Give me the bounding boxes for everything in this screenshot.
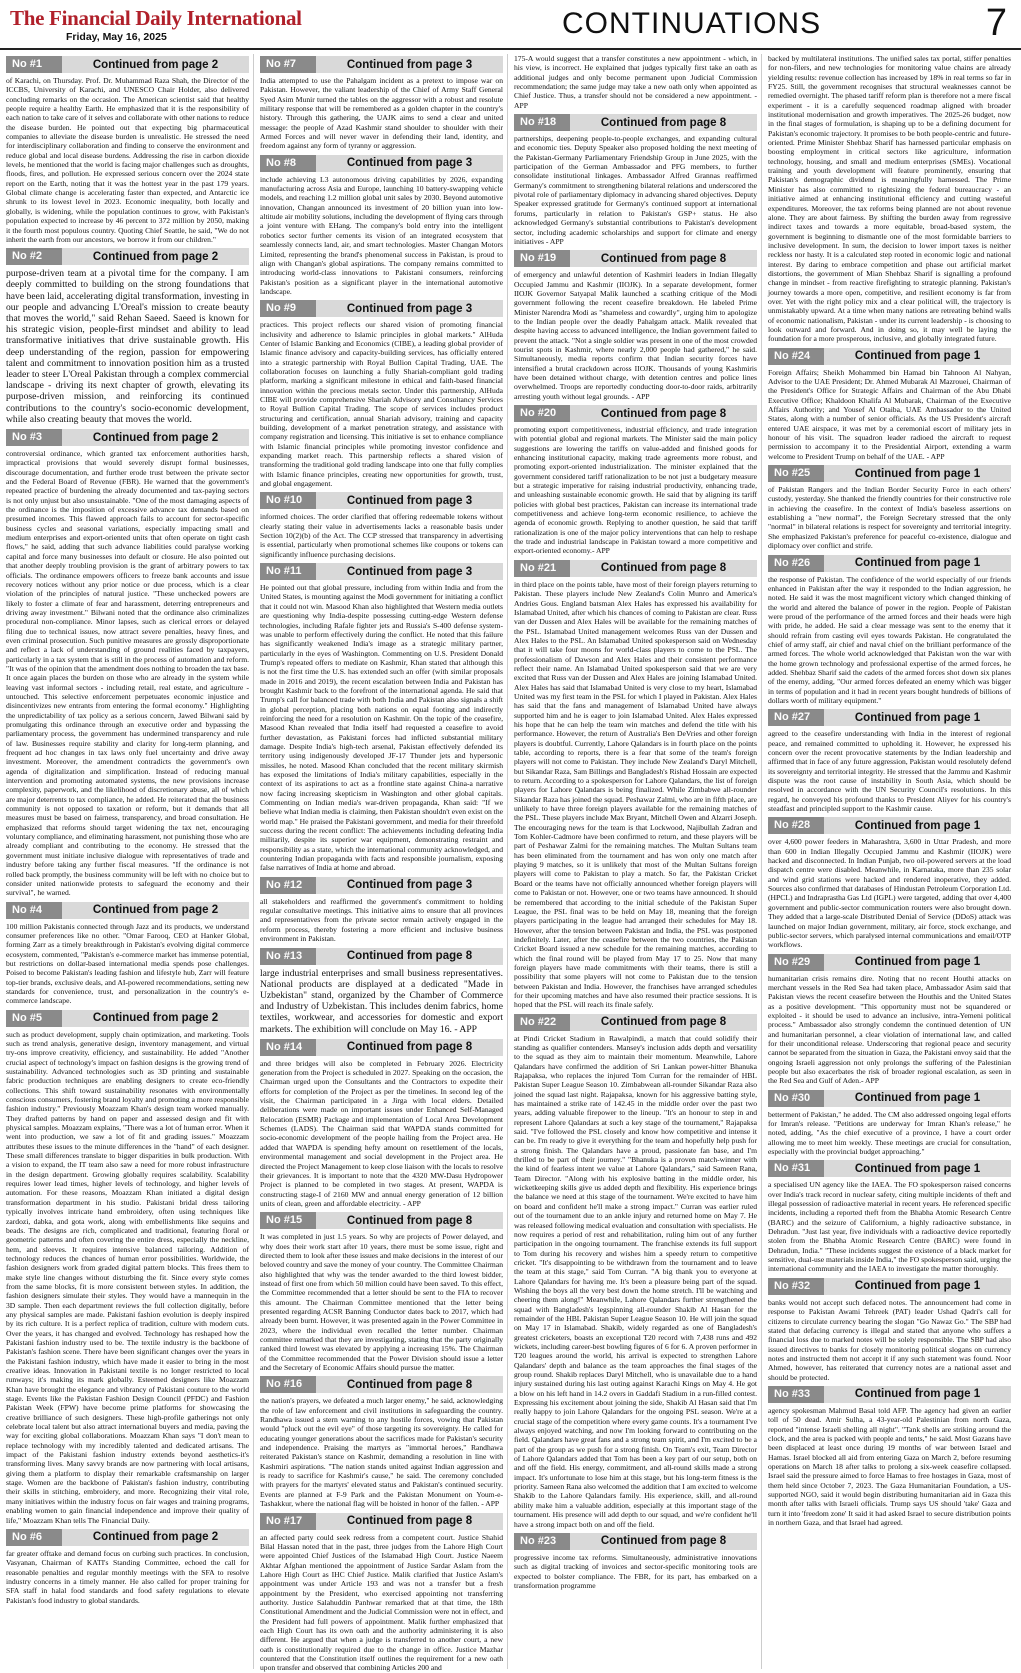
- continued-from-label: Continued from page 2: [92, 1012, 219, 1025]
- story-header-bar: [768, 817, 1011, 834]
- story-number: No #11: [260, 563, 316, 580]
- story-body: such as product development, supply chain optimization, and marketing. Tools such as trend analysis, generative design, inventory management, and virtual try-ons improve creativity, efficiency, and sustainability. He added "Another crucial aspect of technology's impact on fashion designs is the growing trend of sustainability. Advanced technologies such as 3D printing and sustainable fabric production techniques are enabling designers to create eco-friendly collections. This shift toward sustainability resonates with environmentally conscious consumers, fostering brand loyalty and promoting a more responsible fashion industry." Previously Moazzam Khan's design team worked manually. They drafted patterns by hand on paper and assessed design and fit with physical samples. Moazzam explains, "There was a lot of human error. When it went into production, we saw a lot of fit and grading issues." Moazzam attributes these issues to the minute differences in the "hand" of each designer. These small differences translate to bigger disparities in bulk production. With a vision to expand, the IT team also saw a need for more robust infrastructure in the design department. Growing globally requires scalability. Scalability requires lower lead times, higher levels of technology, and higher levels of automation. For these reasons, Moazzam Khan initiated a digital design transformation department in his studio. Pakistani bridal dress tailoring typically involves intricate hand embroidery, often using techniques like zardozi, dabka, and gota work, along with embellishments like sequins and beads. The designs are rich, complicated and traditional, featuring floral or geometric patterns and often covering the entire dress, especially the neckline, hem, and sleeves. It requires intensive balanced tailoring. Addition of technology reduces the chances of human error possibilities. Worldwide, the fashion designers work from graded digital pattern blocks. This frees them to make style line changes without disturbing the fit. Since every style comes from the same blocks, fit is more consistent between styles. In addition, the fashion designers simulate their styles. They would have a mannequin in the 3D sample. Then each department reviews the full collection digitally, before any physical samples are made. Pakistani fashion evolution is deeply inspired by its rich culture. It is a perfect replica of tradition, culture with modern cuts. Over the years, it has changed and evolved. Technology has reshaped how the Pakistani fashion industry used to be. The textile industry is the backbone of Pakistan's fashion scene. There have been significant changes over the years in the Pakistani fashion industry, which have made it easier to bring in the most creative ideas. Innovation in Pakistani textile is no longer restricted to local runways; it's making its mark globally. Esteemed designers like Moazzam Khan have brought the elegance and vibrancy of Pakistani couture to the world stage. Events like the Pakistan Fashion Design Council (PFDC) and Fashion Pakistan Week (FPW) have become prime platforms for showcasing the creative brilliance of such designers. These high-profile gatherings not only celebrate local talent but also attract international buyers and media, paving the way for exciting global collaborations. Moazzam Khan says "I don't mean to replace technology with my incredibly talented and dedicated artisans. The impact of the Pakistani fashion industry extends beyond aesthetics-it's transforming lives. Many savvy brands are now partnering with local artisans, giving them a platform to display their remarkable craftsmanship on larger stage. Women are the backbone of Pakistan's fashion industry, contributing their skills in stitching, embroidery, and more. Recognizing their vital role, many initiatives within the industry focus on fair wages and training programs, enabling women to gain financial independence and improve their quality of life," Moazzam Khan tells The Financial Daily.: [6, 1029, 249, 1525]
- story-header-bar: [6, 429, 249, 446]
- story: [260, 563, 503, 873]
- story-body: It was completed in just 1.5 years. So why are projects of Power delayed, and why does their work start after 10 years, there must be some issue, right and directed them to look after these issues and make decisions in the interest of our beloved country and save the money of your country. The Committee Chairman also highlighted that why was the tender awarded to the third lowest bidder, instead of first one from which 50 million could have been saved. To this effect, the Committee recommended that a letter should be sent to the FIA to recover this amount. The Chairman Committee mentioned that the letter being presented regarding ACSR Banning Conductor dates back to 2017, which had already been burnt. However, it was presented again in the Power Committee in 2023, where the individual even recalled the letter number. Chairman committee remarked that they are investigating, stating that the party originally ranked third lowest was elevated by applying a increasing 15%. The Chairman of the Committee recommended that the Power Division should issue a letter and the Secretary of Economic Affairs should pursue the matter.: [260, 1232, 503, 1373]
- continued-from-label: Continued from page 8: [600, 1016, 727, 1029]
- story-header-bar: [260, 1212, 503, 1229]
- story-number: No #31: [768, 1160, 824, 1177]
- section-title: CONTINUATIONS: [562, 7, 822, 40]
- story-body: far greater offtake and demand focus on curbing such practices. In conclusion, Vasyanan, Chairman of KATI's Standing Committee, echoed the call for reasonable penalties and regular monthly meetings with the SFA to resolve industry concerns in a timely manner. He also called for proper training for SFA staff in halal food standards and food safety regulations to elevate Pakistan's food industry to global standards.: [6, 1548, 249, 1605]
- story-number: No #14: [260, 1039, 316, 1056]
- continued-from-label: Continued from page 1: [854, 819, 981, 832]
- continued-from-label: Continued from page 8: [600, 116, 727, 129]
- story-body: of Pakistan Rangers and the Indian Border Security Force in each others' custody, yesterday. She thanked the friendly countries for their constructive role in achieving the ceasefire. In the context of India's baseless assertions on establishing a "new normal", the Foreign Secretary stressed that the only "normal" in bilateral relations is respect for sovereignty and territorial integrity. She emphasized Pakistan's preference for peaceful co-existence, dialogue and diplomacy over conflict and strife.: [768, 485, 1011, 551]
- story-number: No #25: [768, 465, 824, 482]
- continued-from-label: Continued from page 8: [346, 1041, 473, 1054]
- story-body: and three bridges will also be completed in February 2026. Electricity generation from the Project is scheduled in 2027. Speaking on the occasion, the Chairman urged upon the Consultants and the Contractors to expedite their efforts for completion of the Project as per the timelines. In second leg of the visit, the Chairman participated in a Jirga with local elders. Detailed deliberations were made on important issues under Enhanced Self-Managed Relocation (ESMR) Package and implementation of Local Area Development Schemes (LADS). The Chairman said that WAPDA stands committed for socio-economic development of the people hailing from the Project area. He added that WAPDA is spending hefty amount on resettlement of the locals, environmental management and social development in the Project area. He directed the Project Management to keep close liaison with the locals to resolve their grievances. It is important to note that the 4320 MW-Dasu Hydropower Project is planned to be completed in two stages. At present, WAPDA is constructing stage-I of 2160 MW and annual energy generation of 12 billion units of clean, green and affordable electricity. - APP: [260, 1058, 503, 1208]
- story-number: No #10: [260, 492, 316, 509]
- story-number: No #33: [768, 1386, 824, 1403]
- story-number: No #18: [514, 114, 570, 131]
- story-body: agreed to the ceasefire understanding with India in the interest of regional peace, and remained committed to upholding it. However, he expressed his concern over the recent provocative statements by the Indian leadership and affirmed that in face of any future aggression, Pakistan would resolutely defend its sovereignty and territorial integrity. He stressed that the Jammu and Kashmir dispute was the root cause of instability in South Asia, which should be resolved in accordance with the UN Security Council's resolutions. In this regard, he conveyed his profound thanks to President Aliyev for his country's steadfast and principled support to the Kashmir cause.: [768, 729, 1011, 814]
- story: [768, 348, 1011, 461]
- continued-from-label: Continued from page 1: [854, 711, 981, 724]
- story-body: of Karachi, on Thursday. Prof. Dr. Muhammad Raza Shah, the Director of the ICCBS, University of Karachi, and UNESCO Chair Holder, also delivered concluding remarks on the occasion. The American scientist said that healthy people require a healthy Earth. He emphasized that it is the responsibility of each nation to take care of it selves and collaborate with other nations to reduce the disease burden. He pointed out that expecting big pharmaceutical companies to alleviate the disease burden is unrealistic. He stressed the need for interdisciplinary collaboration and finding to conserve the environment and reduce global and local disease burdens. Addressing the rise in carbon dioxide levels, he mentioned that the world is facing major challenges such as droughts, floods, fires, and pollution. He expressed serious concern over the 2024 state report on the Earth, noting that it was the hottest year in the past 179 years. Global climate change is accelerating faster than expected, and Antarctic ice shrunk to its lowest level in 2023. Economic inequality, both locally and globally, is widening, while the population continues to grow, with Pakistan's population expected to increase by 46 percent to 372 million by 2050, making it the fourth most populous country. Quoting Chief Seattle, he said, "We do not inherit the earth from our ancestors, we borrow it from our children.": [6, 76, 249, 244]
- story-number: No #20: [514, 405, 570, 422]
- story-header-bar: [768, 1278, 1011, 1295]
- story-body: promoting export competitiveness, industrial efficiency, and trade integration with potential global and regional markets. The Minister said the main policy suggestions are lowering the tariffs on value-added and finished goods for enhancing institutional capacity, making trade agreements more robust, and promoting export-oriented industrialization. The minister explained that the government considered tariff rationalization to be not just a budgetary measure but a strategic imperative for raising industrial productivity, enhancing trade, and unleashing sustainable economic growth. He said that by aligning its tariff policies with global best practices, Pakistan can increase its international trade competitiveness and achieve long-term economic resilience, to achieve the agenda of economic growth. Replying to another question, he said that tariff rationalization is one of the major policy interventions that can help to reshape the trade and industrial landscape in Pakistan toward a more competitive and export-oriented economy.- APP: [514, 425, 757, 556]
- story-number: No #29: [768, 954, 824, 971]
- story: [768, 465, 1011, 550]
- story: [260, 948, 503, 1035]
- story-body: the nation's prayers, we defeated a much larger enemy," he said, acknowledging the role of law enforcement and civil institutions in safeguarding the country. Randhawa issued a stern warning to any hostile forces, vowing that Pakistan would "pluck out the evil eye" of those targeting its sovereignty. He called for educating younger generations about the sacrifices made for Pakistan's security and independence. Praising the martyrs as "immortal heroes," Randhawa reiterated Pakistan's stance on Kashmir, demanding a resolution in line with Kashmiri aspirations. "The nation stands united against Indian aggression and is ready to sacrifice for Kashmir's cause," he said. The ceremony concluded with prayers for the martyrs' elevated status and Pakistan's continued security. Events are planned at F-9 Park and the Pakistan Monument on Youm-e-Tashakkur, where the national flag will be hoisted in honor of the fallen. - APP: [260, 1396, 503, 1509]
- story-header-bar: [260, 1376, 503, 1393]
- story: [768, 1278, 1011, 1382]
- story-number: No #5: [6, 1010, 62, 1027]
- story-header-bar: [6, 1529, 249, 1546]
- continued-from-label: Continued from page 8: [346, 1214, 473, 1227]
- story-number: No #27: [768, 709, 824, 726]
- column-1: [6, 54, 254, 1669]
- story-number: No #1: [6, 56, 62, 73]
- story: [6, 248, 249, 425]
- continued-from-label: Continued from page 1: [854, 1092, 981, 1105]
- column-4: [768, 54, 1015, 1669]
- story-body: Foreign Affairs; Sheikh Mohammed bin Hamad bin Tahnoon Al Nahyan, Advisor to the UAE President; Dr. Ahmed Mubarak Al Mazrouei, Chairman of the President's Office for Strategic Affairs and Chairman of the Abu Dhabi Executive Office; Khaldoon Khalifa Al Mubarak, Chairman of the Executive Affairs Authority; and Yousef Al Otaiba, UAE Ambassador to the United States, along with a number of senior officials. As the US President's aircraft entered UAE airspace, it was met by a ceremonial escort of military jets in honour of his visit. The squadron leader radioed the aircraft to request permission to accompany it to the Presidential Airport, extending a warm welcome to President Trump on behalf of the UAE. - APP: [768, 367, 1011, 461]
- story-body: 100 million Pakistanis connected through Jazz and its products, we understand consumer preferences like no other. "Omar Farooq, CEO at Hanker Global, forming Zarr as a timely breakthrough in Pakistan's evolving digital commerce ecosystem, commented, "Pakistan's e-commerce market has immense potential, but restrictions on dollar-based international media spends pose challenges. Poised to become Pakistan's leading fashion and lifestyle hub, Zarr will feature top-tier brands, exclusive deals, and AI-powered recommendations, setting new standards for convenience, trust, and personalization in the country's e-commerce landscape.: [6, 921, 249, 1006]
- story-number: No #2: [6, 248, 62, 265]
- story-number: No #17: [260, 1513, 316, 1530]
- story-number: No #24: [768, 348, 824, 365]
- story-header-bar: [6, 902, 249, 919]
- story-header-bar: [768, 555, 1011, 572]
- story: [260, 492, 503, 559]
- continued-from-label: Continued from page 2: [92, 431, 219, 444]
- story-number: No #7: [260, 56, 316, 73]
- story-number: No #19: [514, 250, 570, 267]
- story-header-bar: [514, 1533, 757, 1550]
- story: [768, 1386, 1011, 1527]
- continued-from-label: Continued from page 3: [346, 58, 473, 71]
- story-body: practices. This project reflects our shared vision of promoting financial inclusivity and adherence to Islamic principles in global markets." AlHuda Center of Islamic Banking and Economics (CIBE), a leading global provider of Islamic finance advisory and capacity-building services, has officially entered into a strategic partnership with Royal Bullion Capital Trading, UAE. The collaboration focuses on launching a fully Shariah-compliant gold trading platform, marking a significant milestone in ethical and faith-based financial innovation within the precious metals sector. Under this partnership, AlHuda CIBE will provide comprehensive Shariah Advisory and Consultancy Services to Royal Bullion Capital Trading. The scope of services includes product structuring and certification, annual Shariah advisory, training and capacity building, development of a market penetration strategy, and assistance with company registration and licensing. This initiative is set to enhance compliance with Islamic financial principles while promoting investor confidence and expanding market reach. This partnership reflects a shared vision of transforming the traditional gold trading landscape into one that fully complies with Islamic finance principles, creating new opportunities for growth, trust, and global engagement.: [260, 320, 503, 489]
- story-body: 175-A would suggest that a transfer constitutes a new appointment - which, in his view, is incorrect. He explained that judges typically first take an oath as additional judges and only become permanent upon Judicial Commission recommendation; the same judge may take a new oath only when appointed as Chief Justice. Thus, a transfer should not be considered a new appointment. - APP: [514, 54, 757, 110]
- continued-from-label: Continued from page 1: [854, 1162, 981, 1175]
- continued-from-label: Continued from page 1: [854, 467, 981, 480]
- continued-from-label: Continued from page 3: [346, 565, 473, 578]
- newspaper-brand: The Financial Daily International: [10, 6, 302, 30]
- continued-from-label: Continued from page 2: [92, 904, 219, 917]
- story-body: banks would not accept such defaced notes. The announcement had come in response to Pakistan Awami Tehreek (PAT) leader Ushad Qadri's call for citizens to circulate currency bearing the slogan "Go Nawaz Go." The SBP had stated that defacing currency is illegal and stated that anyone who suffers a financial loss due to marked notes will be solely responsible. The SBP had also issued directives to banks for closely monitoring political slogans on currency notes and instructed them not accept it if any such statement was found. Noor Ahmed, however, has reiterated that currency notes are a national asset and should be protected.: [768, 1297, 1011, 1382]
- story-header-bar: [260, 877, 503, 894]
- story-body: large industrial enterprises and small business representatives. National products are displayed at a dedicated "Made in Uzbekistan" stand, organized by the Chamber of Commerce and Industry of Uzbekistan. This includes denim fabrics, home textiles, workwear, and accessories for domestic and export markets. The exhibition will conclude on May 16. - APP: [260, 967, 503, 1035]
- story-body: controversial ordinance, which granted tax enforcement authorities harsh, impractical provisions that would severely disrupt formal businesses, discourage documentation, and further erode trust between the private sector and the Federal Board of Revenue (FBR). He warned that the government's repeated practice of burdening the already documented and tax-paying sectors is not only unjust but also unsustainable. "One of the most damaging aspects of the ordinance is the imposition of excessive advance tax demands based on presumed incomes. This flawed approach fails to account for sector-specific business cycles and seasonal variations, especially impacting small and medium enterprises and export-oriented units that often operate on tight cash flows," he said, adding that such advance liabilities could paralyse working capital and force many businesses into default or closure. He also pointed out that another deeply troubling provision is the grant of arbitrary powers to tax officials. The ordinance empowers officers to freeze bank accounts and issue recovery notices without any prior notice or due process, which is a clear violation of the principles of natural justice. "These unchecked powers are likely to foster a climate of fear and harassment, deterring entrepreneurs and driving away investment." Bilwani noted that the ordinance also criminalizes procedural non-compliance. Minor lapses, such as clerical errors or delayed filing due to technical issues, now attract severe penalties, heavy fines, and even criminal prosecution. Such punitive measures are grossly disproportionate and reflect a lack of understanding of ground realities faced by taxpayers, particularly in a tax system that is still in the process of automation and reform. "It was of the opinion that the amendment does nothing to broaden the tax base. It once again places the burden on those who are already in the system while leaving vast informal sectors - including retail, real estate, and agriculture - untouched. This selective enforcement perpetuates economic injustice and disincentivizes new entrants from entering the formal economy." Highlighting the unpredictability of tax policy as a serious concern, Jawed Bilwani said by promulgating this ordinance through an executive order and bypassing the parliamentary process, the government has undermined transparency and rule of law. Businesses require stability and clarity for long-term planning, and frequent ad hoc changes in tax laws only fuel uncertainty and drive away investment. Moreover, the amendment contradicts the government's own agenda of digitalization and simplification. Instead of reducing manual intervention and promoting automated systems, the new provisions increase complexity, paperwork, and the likelihood of discretionary abuse, all of which are major deterrents to tax compliance, he added. He reiterated that the business community is not opposed to taxation or reform, but it demands that all measures must be based on fairness, transparency, and broad consultation. He emphasized that reforms should target widening the tax net, encouraging voluntary compliance, and eliminating harassment, not punishing those who are already compliant and contributing to the economy. He stressed that the government must initiate inclusive dialogue with representatives of trade and industry before taking any further fiscal measures. "If the ordinance is not rolled back promptly, the business community will be left with no choice but to consider united nationwide protests to safeguard the economy and their survival", he warned.: [6, 449, 249, 898]
- story-header-bar: [6, 56, 249, 73]
- story-number: No #13: [260, 948, 316, 965]
- story-number: No #16: [260, 1376, 316, 1393]
- story-number: No #8: [260, 155, 316, 172]
- story-number: No #30: [768, 1090, 824, 1107]
- story: [768, 1090, 1011, 1157]
- story: [514, 250, 757, 401]
- story-number: No #32: [768, 1278, 824, 1295]
- story: [6, 429, 249, 898]
- story-header-bar: [514, 405, 757, 422]
- story-body: He pointed out that global pressure, including from within India and from the United States, is mounting against the Modi government for initiating a conflict that it could not win. Masood Khan also highlighted that Western media outlets are questioning why India-despite possessing cutting-edge Western defense technologies, including Rafale fighter jets and Russia's S-400 defense system-was unable to perform effectively during the conflict. He noted that this failure has significantly weakened India's image as a strategic military partner, particularly in the eyes of Washington. Commenting on U.S. President Donald Trump's repeated offers to mediate on Kashmir, Khan stated that although this is not the first time the U.S. has extended such an offer (with similar proposals made in 2016 and 2019), the recent escalation between India and Pakistan has brought Kashmir back to the forefront of the international agenda. He said that Trump's call for balanced trade with both India and Pakistan also signals a shift in global perception, placing both nations on equal footing and indirectly reinforcing the need for a resolution on Kashmir. On the topic of the ceasefire, Masood Khan revealed that India itself had requested a ceasefire to avoid further devastation, as Pakistani forces had inflicted substantial military damage. Despite India's high-tech arsenal, Pakistan effectively defended its territory using indigenously developed JF-17 Thunder jets and hypersonic missiles, he noted. Masood Khan concluded that the recent military skirmish has exposed the limitations of India's military capabilities, especially in the context of its aspirations to act as a frontline state against China-a narrative now facing increasing skepticism in Washington and other global capitals. Commenting on Indian media's war-driven propaganda, Khan said: "If we believe what Indian media is claiming, then Pakistan shouldn't even exist on the world map." He praised the Pakistani government, and media for their threefold success during the recent conflict: The achievements including defeating India militarily, despite its superior war equipment, demonstrating restraint and responsibility as a state, which the international community acknowledged, and countering Indian propaganda with facts and responsible journalism, exposing false narratives of India at home and abroad.: [260, 583, 503, 873]
- story-header-bar: [768, 1160, 1011, 1177]
- story: [6, 902, 249, 1006]
- story-body: all stakeholders and reaffirmed the government's commitment to holding regular consultative meetings. This initiative aims to ensure that all provinces and representatives from the private sector remain actively engaged in the reform process, thereby fostering a more efficient and inclusive business environment in Pakistan.: [260, 896, 503, 944]
- story: [260, 155, 503, 296]
- continued-from-label: Continued from page 2: [92, 1531, 219, 1544]
- columns: [6, 54, 1015, 1673]
- story: [768, 709, 1011, 813]
- story-header-bar: [6, 1010, 249, 1027]
- story: [260, 56, 503, 151]
- story-header-bar: [768, 348, 1011, 365]
- story-header-bar: [514, 560, 757, 577]
- story-body: humanitarian crisis remains dire. Noting that no recent Houthi attacks on merchant vessels in the Red Sea had taken place, Ambassador Asim said that Pakistan views the recent ceasefire between the Houthis and the United States as a positive development. "This opportunity must not be squandered or exploited - it should be used to advance an inclusive, intra-Yemeni political process." Ambassador also strongly condemn the continued detention of UN and humanitarian personnel, a clear violation of international law, and called for their unconditional release. Underscoring that regional peace and security cannot be separated from the situation in Gaza, the Pakistani envoy said that the ongoing Israeli aggression not only prolongs the suffering of the Palestinian people but also exacerbates the risk of broader regional escalation, as seen in the Red Sea and Gulf of Aden.- APP: [768, 973, 1011, 1086]
- story: [514, 560, 757, 1010]
- continued-from-label: Continued from page 8: [346, 950, 473, 962]
- continued-from-label: Continued from page 3: [346, 302, 473, 315]
- story-header-bar: [260, 1039, 503, 1056]
- story: [768, 817, 1011, 949]
- story-number: No #3: [6, 429, 62, 446]
- story-header-bar: [260, 1513, 503, 1530]
- story-number: No #22: [514, 1014, 570, 1031]
- story-number: No #26: [768, 555, 824, 572]
- story: [768, 555, 1011, 706]
- continued-from-label: Continued from page 8: [600, 562, 727, 575]
- story-number: No #12: [260, 877, 316, 894]
- story-header-bar: [260, 948, 503, 965]
- continued-from-label: Continued from page 3: [346, 157, 473, 170]
- story-body: include achieving L3 autonomous driving capabilities by 2026, expanding manufacturing across Asia and Europe, launching 10 battery-swapping vehicle models, and reaching 1.2 million global unit sales by 2030. Beyond automotive innovation, Changan announced its investment of 20 billion yuan into low-altitude air mobility solutions, including the development of flying cars through a joint venture with EHang. The company's bold entry into the intelligent robotics sector further cements its vision of an integrated ecosystem that seamlessly connects land, air, and smart technologies. Master Changan Motors Limited, representing the brand's phenomenal success in Pakistan, is proud to align with Changan's global aspirations. The company remains committed to introducing world-class innovations to Pakistani consumers, reinforcing Pakistan's position as a significant player in the international automotive landscape.: [260, 174, 503, 296]
- story-body: in third place on the points table, have most of their foreign players returning to Pakistan. These players include New Zealand's Colin Munro and America's Andries Gous. England batsman Alex Hales has expressed his availability for Islamabad United, after which his chances of coming to Pakistan are clear. Russ van der Dussen and Alex Hales will be available for the remaining matches of the PSL. Islamabad United management welcomes Russ van der Dussen and Alex Hales to the PSL. An Islamabad United spokesperson said on Wednesday that it will take four moons for world-class players to come to the PSL. The professionalism of Dawson and Alex Hales and their consistent performance reflect their name. An Islamabad United spokesperson said that we are very excited that Russ van der Dussen and Alex Hales are joining Islamabad United. Alex Hales has said that Islamabad United is very close to my heart, Islamabad United was my first team in the PSL for which I played in Pakistan. Alex Hales has said that the fans and management of Islamabad United have always supported him and he is eager to join Islamabad United. Alex Hales expressed his hope that he can help the team win matches and defend the title with his performance. However, the return of Australia's Ben DeVries and other foreign players is doubtful. Currently, Lahore Qalandars is in fourth place on the points table, according to reports, there is a fear that some of the team's foreign players will not come to Pakistan. They include New Zealand's Daryl Mitchell, but Sikandar Raza, Sam Billings and Bangladesh's Rishad Hossain are expected to return. According to a spokesperson for Lahore Qalandars, the list of foreign players for Lahore Qalandars is being finalized. While Zimbabwe all-rounder Sikandar Raza has joined the squad. Peshawar Zalmi, who are in fifth place, are unlikely to have three foreign players available for the remaining matches of the PSL. These players include Max Bryant, Mitchell Owen and Alzarri Joseph. The encouraging news for the team is that Lockwood, Najibullah Zadran and Tom Kohler-Cadmore have been confirmed to return, and these players will be part of Peshawar Zalmi for the remaining matches. The Multan Sultans team has been eliminated from the tournament and has won only one match after playing 9 matches, so it is unlikely that most of the Multan Sultans foreign players will come to Pakistan to play a match. So far, the Pakistan Cricket Board or the teams have not officially announced whether foreign players will come to Pakistan or not. However, one or two teams have announced. It should be remembered that according to the initial schedule of the Pakistan Super League, the PSL final was to be held on May 18, meaning that the foreign players participating in the league had arranged their schedules for May 18. However, after the tension between Pakistan and India, the PSL was postponed indefinitely. Later, after the ceasefire between the two countries, the Pakistan Cricket Board issued a new schedule for the remaining matches, according to which the final round will be played from May 17 to 25. Now that many foreign players have made commitments with their teams, there is still a possibility that some players will not come to Pakistan due to the tension between Pakistan and India. However, the franchises have arranged schedules for their upcoming matches and have also resumed their practice sessions. It is hoped that the PSL will reach its finale safely.: [514, 579, 757, 1010]
- story-body: agency spokesman Mahmud Basal told AFP. The agency had given an earlier toll of 50 dead. Amir Sulha, a 43-year-old Palestinian from north Gaza, reported "intense Israeli shelling all night". "Tank shells are striking around the clock, and the area is packed with people and tents," he said. Most Gazans have been displaced at least once during 19 months of war between Israel and Hamas. Israel blocked all aid from entering Gaza on March 2, before resuming operations on March 18 after talks to prolong a six-week ceasefire collapsed. Israel said the pressure aimed to force Hamas to free hostages in Gaza, most of them held since October 7, 2023. The Gaza Humanitarian Foundation, a US-supported NGO, said it would begin distributing humanitarian aid in Gaza this month after talks with Israeli officials. Trump says US should 'take' Gaza and turn it into 'freedom zone' It said it had asked Israel to secure distribution points in northern Gaza, and that Israel had agreed.: [768, 1405, 1011, 1528]
- continued-from-label: Continued from page 2: [92, 250, 219, 263]
- story-number: No #9: [260, 300, 316, 317]
- story-header-bar: [514, 114, 757, 131]
- story: [260, 1513, 503, 1673]
- story-header-bar: [514, 1014, 757, 1031]
- story-number: No #15: [260, 1212, 316, 1229]
- page-number: 7: [985, 2, 1007, 44]
- story: [260, 1039, 503, 1209]
- continued-from-label: Continued from page 1: [854, 557, 981, 569]
- continued-from-label: Continued from page 8: [346, 1378, 473, 1391]
- story-header-bar: [768, 1090, 1011, 1107]
- story-header-bar: [6, 248, 249, 265]
- story-header-bar: [768, 465, 1011, 482]
- masthead: [0, 0, 1021, 50]
- story-header-bar: [260, 155, 503, 172]
- column-3: [514, 54, 762, 1669]
- story-body: progressive income tax reforms. Simultaneously, administrative innovations such as digital tracking of invoices and sector-specific monitoring tools are expected to bolster compliance. The FBR, for its part, has embarked on a transformation programme: [514, 1552, 757, 1590]
- story-number: No #4: [6, 902, 62, 919]
- story-header-bar: [514, 250, 757, 267]
- continued-from-label: Continued from page 1: [854, 350, 981, 363]
- story: [768, 54, 1011, 344]
- story-body: betterment of Pakistan," he added. The CM also addressed ongoing legal efforts for Imran's release. "Petitions are underway for Imran Khan's release," he noted, adding, "As the chief executive of a province, I have a court order allowing me to meet him weekly. These meetings are crucial for consultation, especially with the provincial budget approaching.": [768, 1109, 1011, 1157]
- story: [6, 1529, 249, 1605]
- continued-from-label: Continued from page 1: [854, 1280, 981, 1293]
- story-header-bar: [768, 954, 1011, 971]
- column-2: [260, 54, 508, 1673]
- story-number: No #23: [514, 1533, 570, 1550]
- story-body: over 4,600 power feeders in Maharashtra, 3,600 in Uttar Pradesh, and more than 600 in Indian Illegally Occupied Jammu and Kashmir (IIOJK) were hacked and disconnected. In Indian Punjab, two oil-powered servers at the load dispatch centre were disabled. Meanwhile, in Karnataka, more than 235 solar and wind grid stations were hacked and rendered inoperative, they added. Sources also confirmed that databases of Hindustan Petroleum Corporation Ltd. (HPCL) and Indraprastha Gas Ltd (IGPL) were targeted, adding that over 4,400 government and public-sector communication routers were also brought down. They added that a large-scale Distributed Denial of Service (DDoS) attack was launched on major Indian government, military, air force, stock exchange, and public-sector servers, which paralysed internal communications and email/OTP workflows.: [768, 837, 1011, 950]
- story: [260, 1376, 503, 1508]
- story-body: at Pindi Cricket Stadium in Rawalpindi, a match that could solidify their standing as qualifier contenders. Mansey's inclusion adds depth and versatility to the squad as they aim to maintain their momentum. Meanwhile, Lahore Qalandars have confirmed the addition of Sri Lankan power-hitter Bhanuka Rajapaksa, who replaces the injured Tom Curran for the remainder of HBL Pakistan Super League Season 10. Zimbabwean all-rounder Sikandar Raza also joined the squad last night. Rajapaksa, known for his aggressive batting style, has maintained a strike rate of 142.45 in the middle order over the past two years, adding valuable firepower to the lineup. "It's an honour to step in and represent Lahore Qalandars at such a key stage of the tournament," Rajapaksa said. "I've followed the PSL closely and know how competitive and intense it can be. I'm ready to give it everything for the team and hopefully help push for a strong finish. The Qalandars have a proud, passionate fan base, and I'm thrilled to be part of their journey." "Bhanuka is a proven match-winner with the kind of fearless intent we value at Lahore Qalandars," said Sameen Rana, Team Director. "Along with his explosive batting in the middle order, his wicketkeeping skills give us added depth and flexibility. His experience brings the balance we need at this stage of the tournament. We're excited to have him on board and confident he'll make a strong impact." Curran was earlier ruled out of the tournament due to an ankle injury and returned home on May 7. He was released following medical evaluation and consultation with specialists. He now requires a period of rest and rehabilitation, ruling him out of any further participation in the ongoing tournament. The franchise extends its full support to Tom during his recovery and wishes him a speedy return to competitive cricket. "It's disappointing to be withdrawn from the tournament and to leave the team at this stage," said Tom Curran. "A big thank you to everyone at Lahore Qalandars for having me. It's been a pleasure being part of the squad. Wishing the boys all the very best down the home stretch. I'll be watching and cheering them along!" Meanwhile, Lahore Qalandars further strengthened the squad with Bangladesh's legspinning all-rounder Shakib Al Hasan for the remainder of the HBL Pakistan Super League Season 10. He will join the squad on May 17 in Islamabad. Shakib, widely regarded as one of Bangladesh's greatest cricketers, boasts an exceptional T20 record with 7,438 runs and 492 wickets, including career-best bowling figures of 6 for 6. A proven performer in T20 leagues around the world, his arrival is expected to strengthen Lahore Qalandars' depth and balance as the team approaches the final stages of the group round. Shakib replaces Daryl Mitchell, who is unavailable due to a hand injury sustained during his last outing against Karachi Kings on May 4. He got a blow on his left hand in 14.2 overs in Gaddafi Stadium in a run-filled contest. Expressing his excitement about joining the side, Shakib Al Hasan said that I'm really happy to join Lahore Qalandars for the ongoing PSL season. We're at a crucial stage of the competition where every game counts. It's a tournament I've always enjoyed watching, and now I'm looking forward to contributing on the field. Qalandars have great fans and a strong team spirit, and I'm excited to be a part of the group as we push for a strong finish. On Team's exit, Team Director of Lahore Qalandars added that Tom has been a key part of our setup, both on and off the field. His energy, commitment, and all-round skills made a strong impact. It's unfortunate to lose him at this stage, but his long-term fitness is the priority. Sameen Rana also welcomed the addition that I am excited to welcome Shakib to the Lahore Qalandars family. His experience, skill, and all-round ability make him a valuable addition, especially at this important stage of the tournament. His presence will add depth to our squad, and we're confident he'll have a strong impact both on and off the field.: [514, 1033, 757, 1529]
- story-body: the response of Pakistan. The confidence of the world especially of our friends enhanced in Pakistan after the way it responded to the Indian aggression, he noted. He said it was the most magnificent victory which changed thinking of the world and altered the balance of power in the region. People of Pakistan were proud of the performance of the armed forces and their heads were high with pride, he added. He said a clear message was sent to the enemy that it should refrain from casting evil eyes towards Pakistan. He congratulated the chief of army staff, air chief and naval chief on the brilliant performance of the armed forces. The whole world acknowledged that Pakistan won the war with the home grown technology and professional expertise of the armed forces, he added. Shehbaz Sharif said the cadets of the armed forces shot down six planes of the enemy, adding, "Our armed forces defeated an enemy which was bigger in terms of population and it had in recent years bought hundreds of billions of dollars worth of military equipment.": [768, 574, 1011, 705]
- story-header-bar: [260, 300, 503, 317]
- continued-from-label: Continued from page 8: [600, 1535, 727, 1548]
- story-number: No #21: [514, 560, 570, 577]
- story: [260, 1212, 503, 1372]
- story-header-bar: [768, 1386, 1011, 1403]
- continued-from-label: Continued from page 3: [346, 494, 473, 507]
- continued-from-label: Continued from page 2: [92, 58, 219, 71]
- story: [514, 405, 757, 556]
- continued-from-label: Continued from page 8: [600, 407, 727, 420]
- issue-date: Friday, May 16, 2025: [66, 31, 167, 43]
- story-body: a specialised UN agency like the IAEA. The FO spokesperson raised concerns over India's track record in nuclear safety, citing multiple incidents of theft and illegal possession of radioactive material in recent years. He referenced specific incidents, including a reported theft from the Bhabha Atomic Research Centre (BARC) and the seizure of Californium, a highly radioactive substance, in Dehradun. "Just last year, five individuals with a radioactive device reportedly stolen from the Bhabha Atomic Research Centre (BARC) were found in Dehradun, India." "These incidents suggest the existence of a black market for sensitive, dual-use materials inside India," the FO spokesperson said, urging the international community and the IAEA to investigate the matter thoroughly.: [768, 1180, 1011, 1274]
- story: [260, 300, 503, 488]
- story-body: of emergency and unlawful detention of Kashmiri leaders in Indian Illegally Occupied Jammu and Kashmir (IIOJK). In a separate development, former IIOJK Governor Satyapal Malik launched a scathing critique of the Modi government following the recent ceasefire breakdown. He labeled Prime Minister Narendra Modi as "shameless and cowardly", urging him to apologize to the Indian people over the deadly Pahalgam attack. Malik revealed that despite having access to advanced intelligence, the Indian government failed to prevent the attack. "Not a single soldier was present in one of the most crowded tourist spots in Kashmir, where nearly 2,000 people had gathered," he said. Simultaneously, media reports confirm that Indian security forces have intensified a brutal crackdown across IIOJK. Thousands of young Kashmiris have been detained without charge, with detention centres and police lines overwhelmed. Troops are reportedly conducting door-to-door raids, arbitrarily arresting youth without legal grounds. - APP: [514, 270, 757, 401]
- continued-from-label: Continued from page 8: [600, 252, 727, 265]
- continued-from-label: Continued from page 3: [346, 879, 473, 892]
- story-header-bar: [768, 709, 1011, 726]
- story-header-bar: [260, 492, 503, 509]
- continued-from-label: Continued from page 1: [854, 1388, 981, 1401]
- story-body: an affected party could seek redress from a competent court. Justice Shahid Bilal Hassan noted that in the past, three judges from the Lahore High Court were appointed Chief Justices of the Islamabad High Court. Justice Naeem Akhtar Afghan mentioned the appointment of Justice Sardar Aslam from the Lahore High Court as IHC Chief Justice. Malik clarified that Justice Aslam's appointment was under Article 193 and was not a transfer but a fresh appointment by the President, who exercised appointing not transferring authority. Justice Salahuddin Panhwar remarked that at that time, the 18th Constitutional Amendment and the Judicial Commission were not in effect, and the President had full powers of appointment. Malik further emphasized that each High Court has its own oath and the authority administering it is also different. He argued that when a judge is transferred to another court, a new oath is constitutionally required due to the change in office. Justice Mazhar countered that the Constitution itself outlines the requirement for a new oath upon transfer and observed that combining Articles 200 and: [260, 1532, 503, 1673]
- story-number: No #6: [6, 1529, 62, 1546]
- story-header-bar: [260, 56, 503, 73]
- story-body: informed choices. The order clarified that offering redeemable tokens without clearly stating their value in advertisements lacks a reasonable basis under Section 10(2)(b) of the Act. The CCP stressed that transparency in advertising is essential, particularly when promotional schemes like coupons or tokens can significantly influence purchasing decisions.: [260, 512, 503, 559]
- story: [514, 1533, 757, 1590]
- story: [6, 56, 249, 244]
- story-body: India attempted to use the Pahalgam incident as a pretext to impose war on Pakistan. However, the valiant leadership of the Chief of Army Staff General Syed Asim Munir turned the tables on the aggressor with a robust and resolute military response that will be remembered as a golden chapter in the country's history. Through this gathering, the UAJK aims to send a clear and united message: the people of Azad Kashmir stand shoulder to shoulder with their Armed Forces and will never waver in defending their land, identity, and freedom against any form of tyranny or aggression.: [260, 76, 503, 151]
- continued-from-label: Continued from page 1: [854, 956, 981, 969]
- story-body: backed by multilateral institutions. The unified sales tax portal, stiffer penalties for non-filers, and new technologies for monitoring value chains are already yielding results: revenue collection has increased by 18% in real terms so far in FY25. Still, the government recognises that structural weaknesses cannot be remedied overnight. The phased tariff reform plan is therefore not a mere fiscal experiment - it is a carefully sequenced roadmap aligned with broader institutional modernisation and growth imperatives. The 2025-26 budget, now in the final stages of formulation, is shaping up to be a defining document for Pakistan's economic trajectory. It promises to be both people-centric and future-oriented. Prime Minister Shehbaz Sharif has harnessed particular emphasis on boosting employment in critical sectors like agriculture, information technology, housing, and small and medium enterprises (SMEs). Vocational training and youth development will feature prominently, ensuring that Pakistan's demographic dividend is meaningfully harnessed. The Prime Minister has also committed to rightsizing the federal bureaucracy - an initiative aimed at enhancing institutional efficiency and cutting wasteful expenditures. Moreover, the tax reforms being planned are not about revenue alone. They are about fairness. By shifting the burden away from regressive indirect taxes and towards a more equitable, broad-based system, the government is beginning to dismantle one of the most formidable barriers to inclusive development. In sum, the decision to lower import taxes is neither reckless nor hasty. It is a calculated step rooted in economic logic and national interest. By daring to embrace competition and phase out artificial market distortions, the government of Mian Shehbaz Sharif is signalling a profound change in mindset - from reactive firefighting to strategic planning. Pakistan's journey towards a more open, competitive, and resilient economy is far from over. Yet with the right policy mix and a clear political will, the trajectory is unmistakably upward. At a time when many nations are retreating behind walls of economic nationalism, Pakistan - under its current leadership - is choosing to look outward and forward. And in doing so, it may well be laying the foundation for a more prosperous, inclusive, and globally integrated future.: [768, 54, 1011, 344]
- story: [514, 54, 757, 110]
- story: [768, 1160, 1011, 1273]
- story-body: partnerships, deepening people-to-people exchanges, and expanding cultural and economic ties. Deputy Speaker also proposed holding the next meeting of the Pakistan-Germany Parliamentary Friendship Group in June 2025, with the participation of the German Ambassador and PFG members, to further consolidate institutional linkages. Ambassador Alfred Grannas reaffirmed Germany's commitment to strengthening bilateral relations and underscored the pivotal role of parliamentary diplomacy in advancing shared objectives. Deputy Speaker expressed gratitude for Germany's continued support at international forums, particularly in relation to Pakistan's GSP+ status. He also acknowledged Germany's substantial contributions to Pakistan's development sector, including academic scholarships and support for climate and energy initiatives - APP: [514, 134, 757, 246]
- story: [260, 877, 503, 944]
- story: [514, 1014, 757, 1529]
- story: [6, 1010, 249, 1525]
- continued-from-label: Continued from page 8: [346, 1515, 473, 1527]
- story-body: purpose-driven team at a pivotal time for the company. I am deeply committed to building on the strong foundations that have been laid, accelerating digital transformation, investing in our people and advancing L'Oreal's mission to create beauty that moves the world," said Rehan Saeed. Saeed is known for his strategic vision, people-first mindset and ability to lead transformative initiatives that drive sustainable growth. His deep understanding of the region, passion for empowering talent and commitment to innovation position him as a trusted leader to steer L'Oreal Pakistan through a complex commercial landscape - driving its next chapter of growth, elevating its purpose-driven mission, and reinforcing its continued contributions to the country's socio-economic development, while also creating beauty that moves the world.: [6, 268, 249, 425]
- story-number: No #28: [768, 817, 824, 834]
- story: [768, 954, 1011, 1086]
- story-header-bar: [260, 563, 503, 580]
- story: [514, 114, 757, 246]
